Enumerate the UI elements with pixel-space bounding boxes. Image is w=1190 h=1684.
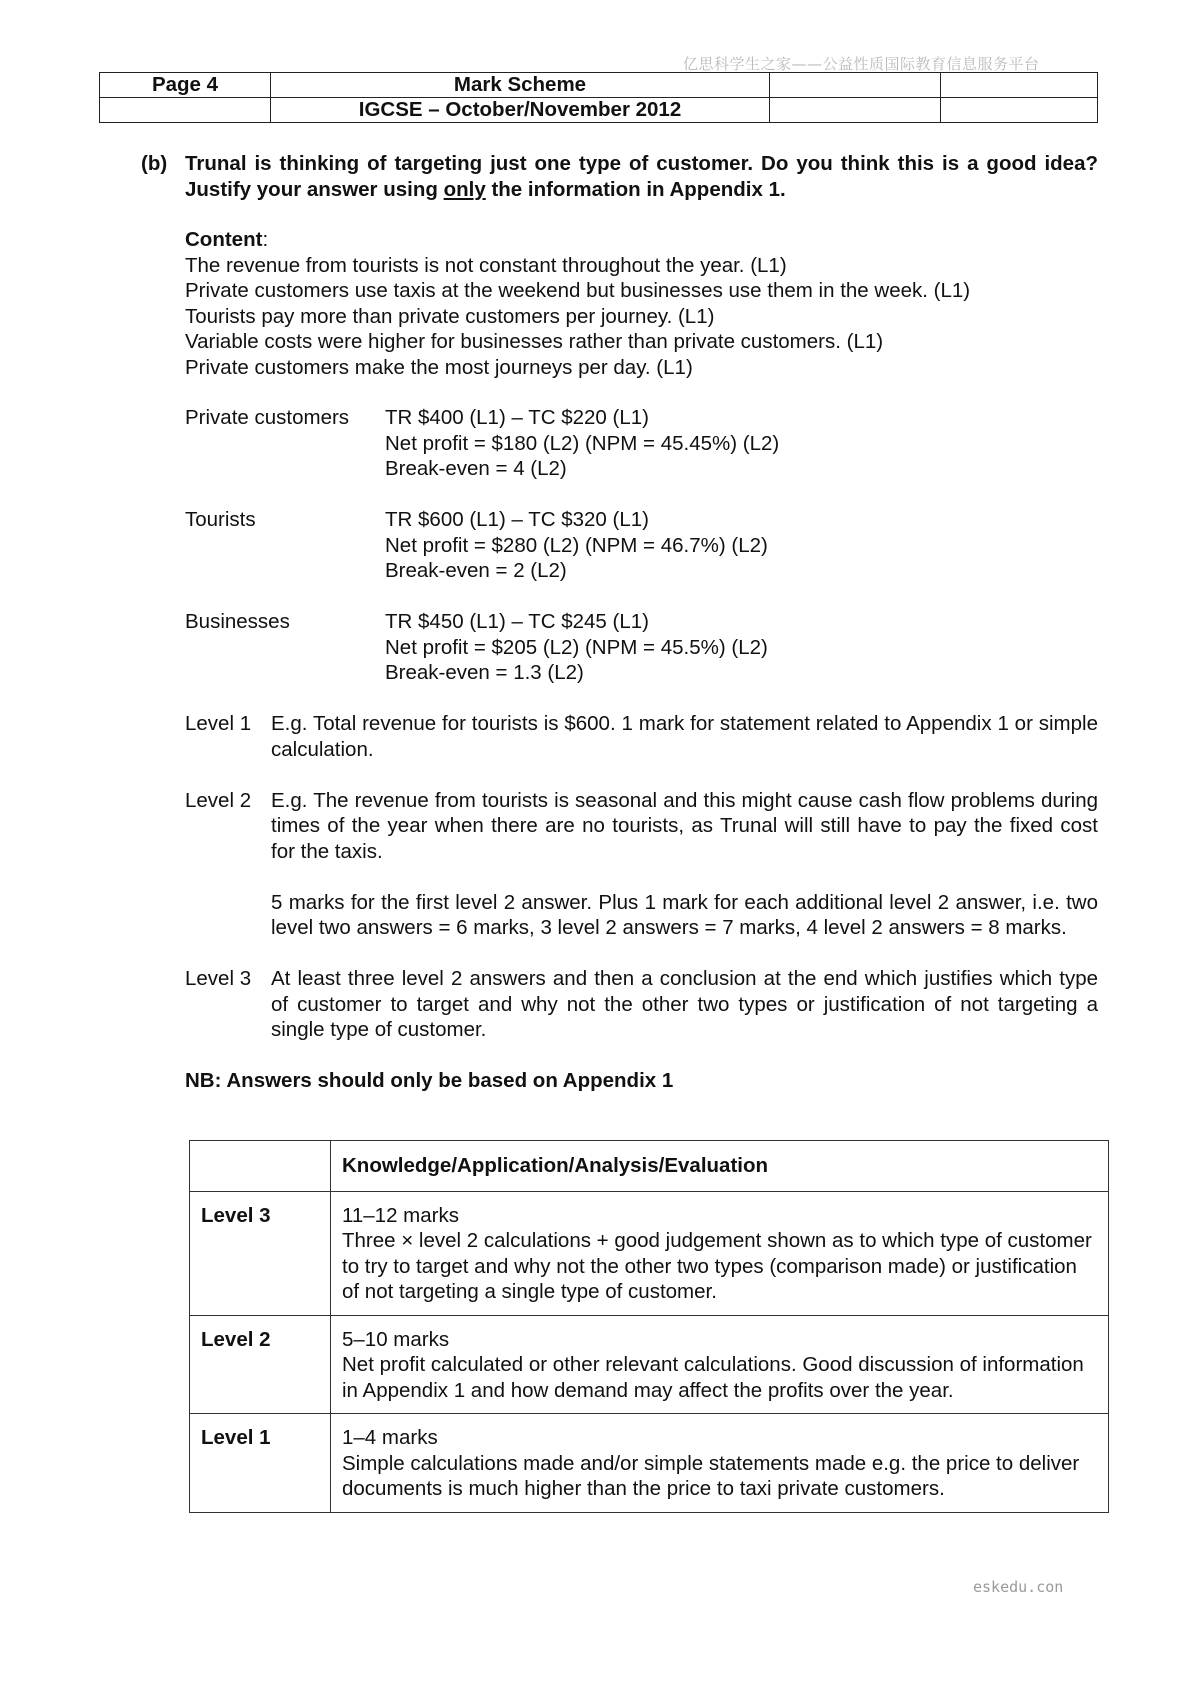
calc-line: TR $600 (L1) – TC $320 (L1): [385, 508, 649, 531]
marks-table-corner: [190, 1141, 331, 1192]
marks-level: Level 1: [190, 1414, 331, 1513]
calc-label: Tourists: [185, 508, 256, 531]
question-text-end: the information in Appendix 1.: [485, 177, 786, 201]
marks-text: Simple calculations made and/or simple statements made e.g. the price to deliver documents is much higher than the price to taxi private customers.: [342, 1451, 1080, 1500]
marks-text: Net profit calculated or other relevant calculations. Good discussion of information in Appendix 1 and how demand may affect the profits over the year.: [342, 1353, 1084, 1402]
page-subtitle: IGCSE – October/November 2012: [271, 98, 770, 123]
content-line: The revenue from tourists is not constant throughout the year. (L1): [185, 253, 787, 277]
mark-scheme-body: [185, 227, 1098, 1094]
content-heading: Content:: [185, 228, 269, 251]
calculations: [185, 405, 1098, 686]
table-row: [190, 1315, 1109, 1414]
marks-level: Level 2: [190, 1315, 331, 1414]
marks-range: 11–12 marks: [342, 1203, 459, 1227]
watermark-bottom: eskedu.con: [973, 1578, 1064, 1596]
marks-table-header: Knowledge/Application/Analysis/Evaluation: [331, 1141, 1109, 1192]
calc-line: Net profit = $205 (L2) (NPM = 45.5%) (L2): [385, 635, 768, 659]
calc-businesses: [185, 609, 1098, 686]
header-blank-cell: [770, 73, 941, 98]
calc-private-customers: [185, 405, 1098, 482]
marks-description: [331, 1414, 1109, 1513]
level-paragraph: At least three level 2 answers and then a conclusion at the end which justifies which type of customer to target and why not the other two types or justification of not targeting a single type of customer.: [271, 967, 1098, 1041]
page-title: Mark Scheme: [271, 73, 770, 98]
header-blank-cell: [941, 73, 1098, 98]
question-text-start: Trunal is thinking of targeting just one type of customer. Do you think this is a good idea? Justify your answer using: [185, 152, 1098, 201]
marks-level: Level 3: [190, 1191, 331, 1315]
level-2-description: [185, 788, 1098, 941]
content-line: Tourists pay more than private customers per journey. (L1): [185, 304, 715, 328]
page-number: Page 4: [100, 73, 271, 98]
calc-label: Businesses: [185, 610, 290, 633]
level-label: Level 3: [185, 967, 252, 990]
calc-line: TR $450 (L1) – TC $245 (L1): [385, 610, 649, 633]
watermark-top: 亿思科学生之家——公益性质国际教育信息服务平台: [683, 55, 1040, 73]
question-text-underlined: only: [443, 177, 486, 201]
calc-label: Private customers: [185, 406, 350, 429]
level-label: Level 1: [185, 712, 252, 735]
marks-description: [331, 1191, 1109, 1315]
calc-line: Break-even = 4 (L2): [385, 457, 567, 480]
level-paragraph: E.g. The revenue from tourists is seasonal and this might cause cash flow problems during times of the year when there are no tourists, as Trunal will still have to pay the fixed cost for the taxis.: [271, 788, 1098, 863]
table-row: [190, 1414, 1109, 1513]
level-3-description: [185, 966, 1098, 1043]
marks-text: Three × level 2 calculations + good judgement shown as to which type of customer to try to target and why not the other two types (comparison made) or justification of not targeting a single type of customer.: [342, 1229, 1092, 1303]
calc-line: Break-even = 2 (L2): [385, 559, 567, 582]
level-label: Level 2: [185, 788, 252, 812]
marks-description: [331, 1315, 1109, 1414]
table-row: [190, 1191, 1109, 1315]
header-table: [99, 72, 1098, 123]
question: [141, 151, 1098, 202]
content-line: Private customers make the most journeys per day. (L1): [185, 355, 693, 379]
marks-range: 1–4 marks: [342, 1426, 438, 1449]
level-paragraph: 5 marks for the first level 2 answer. Plus 1 mark for each additional level 2 answer, i.e. two level two answers = 6 marks, 3 level 2 answers = 7 marks, 4 level 2 answers = 8 marks.: [271, 890, 1098, 939]
content-line: Private customers use taxis at the weekend but businesses use them in the week. (L1): [185, 279, 971, 302]
question-label: (b): [141, 152, 168, 175]
level-1-description: [185, 711, 1098, 762]
header-blank-cell: [770, 98, 941, 123]
calc-line: Break-even = 1.3 (L2): [385, 661, 584, 684]
nb-note: NB: Answers should only be based on Appendix 1: [185, 1069, 674, 1092]
calc-line: TR $400 (L1) – TC $220 (L1): [385, 406, 649, 429]
question-text: [185, 151, 1098, 202]
calc-tourists: [185, 507, 1098, 584]
marks-table: [189, 1140, 1109, 1513]
calc-line: Net profit = $180 (L2) (NPM = 45.45%) (L2): [385, 431, 780, 455]
content-list: [185, 253, 1098, 381]
content-line: Variable costs were higher for businesses rather than private customers. (L1): [185, 330, 884, 353]
level-paragraph: E.g. Total revenue for tourists is $600. 1 mark for statement related to Appendix 1 or simple calculation.: [271, 712, 1098, 761]
calc-line: Net profit = $280 (L2) (NPM = 46.7%) (L2): [385, 533, 768, 557]
header-blank-cell: [100, 98, 271, 123]
marks-range: 5–10 marks: [342, 1327, 450, 1351]
header-blank-cell: [941, 98, 1098, 123]
